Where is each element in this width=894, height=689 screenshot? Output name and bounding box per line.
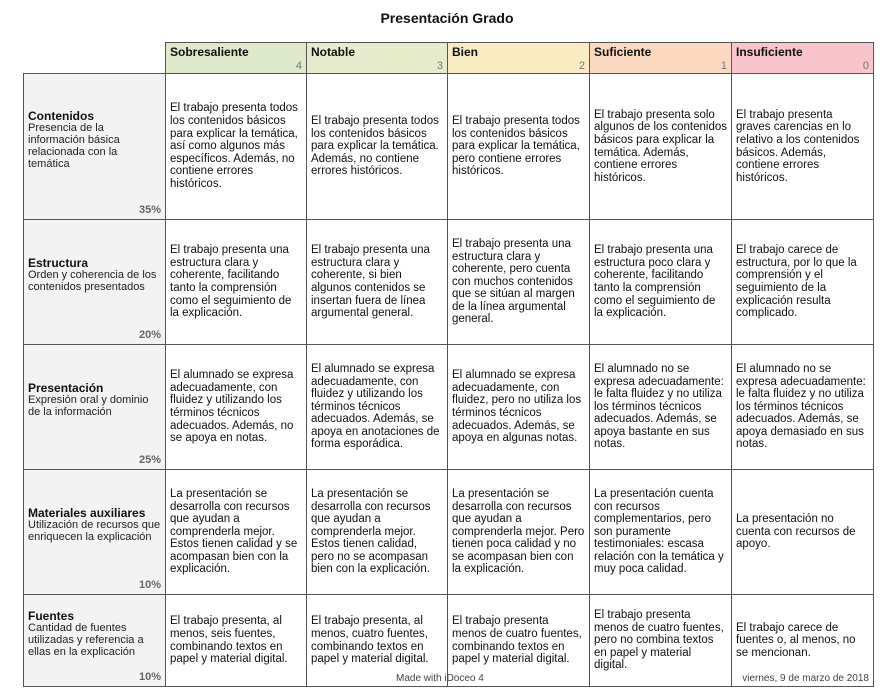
descriptor-cell: La presentación no cuenta con recursos de apoyo. [732,470,874,595]
criterion-description: Expresión oral y dominio de la información [28,394,149,418]
level-header-notable [307,43,448,74]
criterion-cell [24,345,166,470]
criterion-name: Estructura [28,256,89,270]
descriptor-cell: El trabajo presenta todos los contenidos básicos para explicar la temática. Además, no contiene errores históricos. [307,74,448,220]
criterion-weight: 10% [138,579,161,591]
descriptor-cell: El trabajo presenta graves carencias en lo relativo a los contenidos básicos. Además, contiene errores históricos. [732,74,874,220]
rubric-title: Presentación Grado [380,10,514,26]
criterion-cell [24,220,166,345]
level-name: Insuficiente [736,45,803,59]
descriptor-cell: El trabajo presenta una estructura poco clara y coherente, facilitando tanto la comprensión como el seguimiento de la explicación. [590,220,732,345]
criterion-row-materiales-auxiliares [24,470,874,595]
descriptor-cell: El trabajo presenta menos de cuatro fuentes, pero no combina textos en papel y material digital. [590,595,732,687]
criterion-cell [24,74,166,220]
criterion-cell [24,595,166,687]
criterion-name: Fuentes [28,608,75,623]
level-name: Bien [452,45,479,59]
descriptor-cell: El trabajo presenta, al menos, cuatro fuentes, combinando textos en papel y material digital. [307,595,448,687]
level-header-suficiente [590,43,732,74]
criterion-weight: 20% [138,329,161,341]
descriptor-cell: La presentación se desarrolla con recursos que ayudan a comprenderla mejor. Estos tienen calidad y se acompasan bien con la explicación. [166,470,307,595]
level-header-sobresaliente [166,43,307,74]
criterion-description: Presencia de la información básica relacionada con la temática [28,121,120,170]
made-with-footer: Made with iDoceo 4 [396,673,484,684]
criterion-row-estructura [24,220,874,345]
descriptor-cell: El alumnado no se expresa adecuadamente: le falta fluidez y no utiliza los términos técnicos adecuados. Además, se apoya bastante en sus notas. [590,345,732,470]
level-header-insuficiente [732,43,874,74]
level-name: Sobresaliente [170,45,249,59]
criterion-weight: 25% [138,454,161,466]
descriptor-cell: La presentación cuenta con recursos complementarios, pero son puramente testimoniales: escasa relación con la temática y muy poca calidad. [590,470,732,595]
criterion-description: Utilización de recursos que enriquecen la explicación [28,519,161,543]
descriptor-cell: El trabajo presenta todos los contenidos básicos para explicar la temática, así como algunos más específicos. Además, no contiene errores históricos. [166,74,307,220]
descriptor-cell: El alumnado se expresa adecuadamente, con fluidez, pero no utiliza los términos técnicos adecuados. Además, se apoya en algunas notas. [448,345,590,470]
criterion-name: Contenidos [28,108,94,123]
corner-cell [24,43,166,74]
level-points: 2 [578,60,585,72]
criterion-weight: 10% [138,671,161,683]
descriptor-cell: El alumnado se expresa adecuadamente, con fluidez y utilizando los términos técnicos adecuados. Además, se apoya en anotaciones de forma esporádica. [307,345,448,470]
descriptor-cell: El trabajo carece de estructura, por lo que la comprensión y el seguimiento de la explicación resulta complicado. [732,220,874,345]
level-header-bien [448,43,590,74]
criterion-name: Presentación [28,381,104,395]
criterion-description: Orden y coherencia de los contenidos presentados [28,269,157,293]
descriptor-cell: El trabajo presenta menos de cuatro fuentes, combinando textos en papel y material digital. [448,595,590,687]
level-name: Suficiente [594,45,652,59]
descriptor-cell: El alumnado se expresa adecuadamente, con fluidez y utilizando los términos técnicos adecuados. Además, no se apoya en notas. [166,345,307,470]
criterion-row-contenidos [24,74,874,220]
descriptor-cell: El alumnado no se expresa adecuadamente: le falta fluidez y no utiliza los términos técnicos adecuados. Además, se apoya demasiado en sus notas. [732,345,874,470]
descriptor-cell: El trabajo presenta una estructura clara y coherente, pero cuenta con muchos contenidos que se sitúan al margen de la línea argumental general. [448,220,590,345]
level-header-row [24,43,874,74]
descriptor-cell: El trabajo presenta una estructura clara y coherente, facilitando tanto la comprensión como el seguimiento de la explicación. [166,220,307,345]
level-points: 3 [436,60,443,72]
descriptor-cell: El trabajo carece de fuentes o, al menos, no se mencionan. [732,595,874,687]
criterion-description: Cantidad de fuentes utilizadas y referencia a ellas en la explicación [28,621,144,658]
criterion-cell [24,470,166,595]
level-points: 1 [720,60,727,72]
rubric-table [23,42,874,687]
descriptor-cell: El trabajo presenta solo algunos de los contenidos básicos para explicar la temática. Además, contiene errores históricos. [590,74,732,220]
date-footer: viernes, 9 de marzo de 2018 [742,673,869,684]
criterion-name: Materiales auxiliares [28,506,146,520]
descriptor-cell: La presentación se desarrolla con recursos que ayudan a comprenderla mejor. Estos tienen calidad, pero no se acompasan bien con la explicación. [307,470,448,595]
criterion-weight: 35% [138,204,161,216]
level-points: 0 [862,60,869,72]
descriptor-cell: El trabajo presenta, al menos, seis fuentes, combinando textos en papel y material digital. [166,595,307,687]
descriptor-cell: El trabajo presenta todos los contenidos básicos para explicar la temática, pero contiene errores históricos. [448,74,590,220]
level-name: Notable [311,45,356,59]
descriptor-cell: La presentación se desarrolla con recursos que ayudan a comprenderla mejor. Pero tienen poca calidad y no se acompasan bien con la explicación. [448,470,590,595]
descriptor-cell: El trabajo presenta una estructura clara y coherente, si bien algunos contenidos se insertan fuera de línea argumental general. [307,220,448,345]
criterion-row-presentacion [24,345,874,470]
level-points: 4 [295,60,302,72]
